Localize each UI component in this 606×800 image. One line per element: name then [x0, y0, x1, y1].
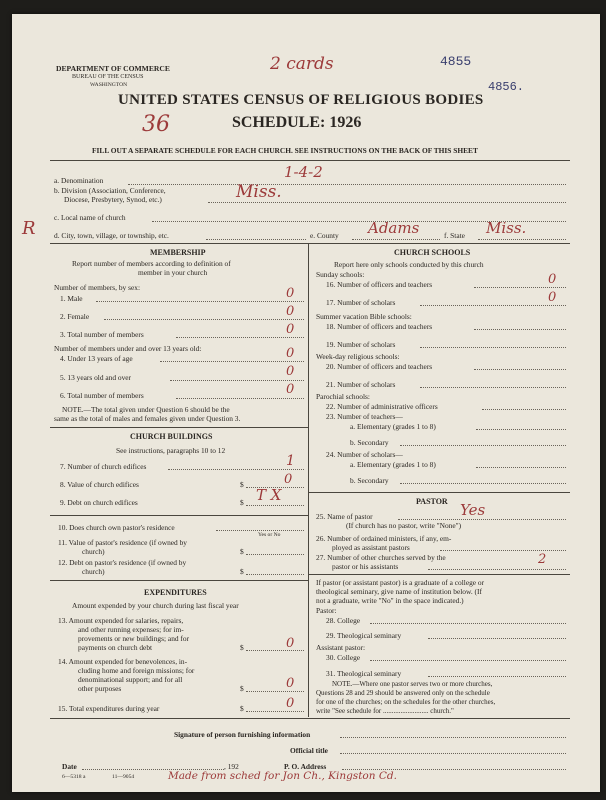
expenditures-divider — [50, 580, 308, 581]
q28-label: 28. College — [326, 616, 361, 625]
summer-schools-label: Summer vacation Bible schools: — [316, 312, 412, 321]
q6-value: 0 — [286, 382, 295, 397]
q30-line — [370, 660, 566, 661]
print-code: 11—9054 — [112, 774, 135, 780]
cards-note: 2 cards — [270, 54, 334, 74]
city-label: WASHINGTON — [90, 82, 128, 88]
footer-divider — [50, 718, 570, 719]
membership-note-1: NOTE.—The total given under Question 6 should be the — [62, 405, 230, 414]
q15-value: 0 — [286, 696, 295, 711]
q25-label: 25. Name of pastor — [316, 512, 373, 521]
signature-label: Signature of person furnishing information — [174, 730, 311, 739]
membership-subtitle-1: Report number of members according to definition of — [72, 259, 231, 268]
q5-label: 5. 13 years old and over — [60, 373, 132, 382]
q11-dollar: $ — [240, 547, 244, 556]
q24a-line — [476, 467, 566, 468]
county-value: Adams — [368, 219, 420, 237]
denomination-label: a. Denomination — [54, 176, 104, 185]
q4-line — [160, 361, 304, 362]
date-label: Date — [62, 762, 77, 771]
pastor-note-4: write "See schedule for .......................... church." — [316, 707, 454, 715]
q13-line — [246, 650, 304, 651]
q14-dollar: $ — [240, 684, 244, 693]
q27-label-1: 27. Number of other churches served by the — [316, 553, 446, 562]
q12-line — [246, 574, 304, 575]
q1-value: 0 — [286, 286, 295, 301]
q23a-label: a. Elementary (grades 1 to 8) — [350, 422, 436, 431]
q17-value: 0 — [548, 290, 557, 305]
buildings-divider — [50, 515, 308, 516]
graduate-divider — [308, 574, 570, 575]
q6-line — [176, 398, 304, 399]
q24-label: 24. Number of scholars— — [326, 450, 403, 459]
q3-value: 0 — [286, 322, 295, 337]
q23-label: 23. Number of teachers— — [326, 412, 403, 421]
q18-line — [474, 329, 566, 330]
q25-line — [398, 519, 566, 520]
q14-line — [246, 691, 304, 692]
q10-line — [216, 530, 304, 531]
q13-label-4: payments on church debt — [78, 643, 153, 652]
q23b-label: b. Secondary — [350, 438, 389, 447]
expenditures-subtitle: Amount expended by your church during last fiscal year — [72, 601, 239, 610]
q31-label: 31. Theological seminary — [326, 669, 402, 678]
q8-value: 0 — [284, 472, 293, 487]
q24b-line — [400, 483, 566, 484]
q27-label-2: pastor or his assistants — [332, 562, 399, 571]
q16-line — [474, 287, 566, 288]
q15-label: 15. Total expenditures during year — [58, 704, 160, 713]
q15-line — [246, 711, 304, 712]
q6-label: 6. Total number of members — [60, 391, 144, 400]
membership-note-2: same as the total of males and females given under Question 3. — [54, 414, 241, 423]
pastor-note-1: NOTE.—Where one pastor serves two or more churches, — [332, 680, 493, 688]
q7-line — [168, 469, 304, 470]
yes-no-hint: Yes or No — [258, 532, 281, 538]
q22-line — [482, 409, 566, 410]
q29-label: 29. Theological seminary — [326, 631, 402, 640]
division-label-1: b. Division (Association, Conference, — [54, 186, 166, 195]
section-divider-top — [50, 243, 570, 244]
form-number: 6—5318 a — [62, 774, 86, 780]
q21-label: 21. Number of scholars — [326, 380, 396, 389]
q24b-label: b. Secondary — [350, 476, 389, 485]
q17-label: 17. Number of scholars — [326, 298, 396, 307]
pastor-note-3: for one of the churches; on the schedules for the other churches, — [316, 698, 496, 706]
bureau-label: BUREAU OF THE CENSUS — [72, 74, 144, 80]
city-line — [206, 239, 306, 240]
q20-line — [474, 369, 566, 370]
official-title-line — [340, 753, 566, 754]
q22-label: 22. Number of administrative officers — [326, 402, 438, 411]
q19-label: 19. Number of scholars — [326, 340, 396, 349]
local-name-label: c. Local name of church — [54, 213, 126, 222]
county-line — [352, 239, 440, 240]
denomination-line — [128, 184, 566, 185]
stamp-number-1: 4855 — [440, 54, 472, 69]
membership-divider — [50, 427, 308, 428]
q29-line — [428, 638, 566, 639]
q2-line — [104, 319, 304, 320]
division-value: Miss. — [236, 182, 282, 202]
column-divider — [308, 243, 309, 717]
q19-line — [420, 347, 566, 348]
q18-label: 18. Number of officers and teachers — [326, 322, 433, 331]
q13-label-2: and other running expenses; for im- — [78, 625, 184, 634]
schools-heading: CHURCH SCHOOLS — [394, 248, 471, 257]
q30-label: 30. College — [326, 653, 361, 662]
q26-label-1: 26. Number of ordained ministers, if any, em- — [316, 534, 452, 543]
q27-line — [428, 569, 566, 570]
schools-subtitle: Report here only schools conducted by this church — [334, 260, 484, 269]
form-instruction: FILL OUT A SEPARATE SCHEDULE FOR EACH CHURCH. SEE INSTRUCTIONS ON THE BACK OF THIS SHEET — [92, 146, 478, 155]
q5-line — [170, 380, 304, 381]
division-line — [208, 202, 566, 203]
q14-label-1: 14. Amount expended for benevolences, in- — [58, 657, 188, 666]
q13-label-1: 13. Amount expended for salaries, repairs, — [58, 616, 184, 625]
q28-line — [370, 623, 566, 624]
denomination-value: 1-4-2 — [284, 163, 323, 181]
graduate-note-1: If pastor (or assistant pastor) is a graduate of a college or — [316, 578, 485, 587]
signature-line — [340, 737, 566, 738]
address-label: P. O. Address — [284, 762, 327, 771]
bottom-handwritten-note: Made from sched for Jon Ch., Kingston Cd. — [168, 770, 397, 782]
department-label: DEPARTMENT OF COMMERCE — [56, 64, 170, 73]
q31-line — [428, 676, 566, 677]
q5-value: 0 — [286, 364, 295, 379]
q14-label-2: cluding home and foreign missions; for — [78, 666, 195, 675]
q2-value: 0 — [286, 304, 295, 319]
assistant-sublabel: Assistant pastor: — [316, 643, 366, 652]
schedule-number: 36 — [142, 112, 170, 137]
q14-label-3: denominational support; and for all — [78, 675, 183, 684]
q16-value: 0 — [548, 272, 557, 287]
q12-label-2: church) — [82, 567, 105, 576]
sunday-schools-label: Sunday schools: — [316, 270, 365, 279]
members-by-age: Number of members under and over 13 years old: — [54, 344, 202, 353]
state-label: f. State — [444, 231, 465, 240]
q17-line — [420, 305, 566, 306]
stamp-number-2: 4856. — [488, 80, 525, 94]
membership-heading: MEMBERSHIP — [150, 248, 206, 257]
q9-value: T X — [256, 486, 282, 504]
q12-dollar: $ — [240, 567, 244, 576]
graduate-note-2: theological seminary, give name of institution below. (If — [316, 587, 482, 596]
q25-hint: (If church has no pastor, write "None") — [346, 521, 462, 530]
header-divider — [50, 160, 570, 161]
q20-label: 20. Number of officers and teachers — [326, 362, 433, 371]
q3-line — [176, 337, 304, 338]
q23b-line — [400, 445, 566, 446]
q9-label: 9. Debt on church edifices — [60, 498, 138, 507]
schedule-title: SCHEDULE: 1926 — [232, 114, 362, 131]
members-by-sex: Number of members, by sex: — [54, 283, 140, 292]
q7-label: 7. Number of church edifices — [60, 462, 147, 471]
q11-label-1: 11. Value of pastor's residence (if owned by — [58, 538, 187, 547]
q26-line — [440, 550, 566, 551]
q15-dollar: $ — [240, 704, 244, 713]
q24a-label: a. Elementary (grades 1 to 8) — [350, 460, 436, 469]
date-year: , 192 — [224, 762, 239, 771]
q9-dollar: $ — [240, 498, 244, 507]
pastor-note-2: Questions 28 and 29 should be answered only on the schedule — [316, 689, 490, 697]
q13-dollar: $ — [240, 643, 244, 652]
q13-value: 0 — [286, 636, 295, 651]
q27-value: 2 — [538, 552, 547, 567]
q11-label-2: church) — [82, 547, 105, 556]
q23a-line — [476, 429, 566, 430]
q16-label: 16. Number of officers and teachers — [326, 280, 433, 289]
q8-dollar: $ — [240, 480, 244, 489]
weekday-schools-label: Week-day religious schools: — [316, 352, 400, 361]
official-title-label: Official title — [290, 746, 328, 755]
form-title: UNITED STATES CENSUS OF RELIGIOUS BODIES — [118, 92, 484, 108]
pastor-sublabel: Pastor: — [316, 606, 337, 615]
q10-label: 10. Does church own pastor's residence — [58, 523, 175, 532]
buildings-subtitle: See instructions, paragraphs 10 to 12 — [116, 446, 226, 455]
q12-label-1: 12. Debt on pastor's residence (if owned by — [58, 558, 187, 567]
q4-value: 0 — [286, 346, 295, 361]
city-field-label: d. City, town, village, or township, etc. — [54, 231, 169, 240]
membership-subtitle-2: member in your church — [138, 268, 208, 277]
state-value: Miss. — [486, 219, 527, 237]
q2-label: 2. Female — [60, 312, 90, 321]
q8-label: 8. Value of church edifices — [60, 480, 139, 489]
q9-line — [246, 505, 304, 506]
q14-label-4: other purposes — [78, 684, 122, 693]
buildings-heading: CHURCH BUILDINGS — [130, 432, 213, 441]
pastor-heading: PASTOR — [416, 497, 448, 506]
q21-line — [420, 387, 566, 388]
q26-label-2: ployed as assistant pastors — [332, 543, 410, 552]
q1-line — [96, 301, 304, 302]
graduate-note-3: not a graduate, write "No" in the space indicated.) — [316, 596, 464, 605]
q14-value: 0 — [286, 676, 295, 691]
q4-label: 4. Under 13 years of age — [60, 354, 133, 363]
q7-value: 1 — [286, 453, 295, 469]
county-label: e. County — [310, 231, 339, 240]
state-line — [478, 239, 566, 240]
division-label-2: Diocese, Presbytery, Synod, etc.) — [64, 195, 162, 204]
pastor-divider — [308, 492, 570, 493]
parochial-schools-label: Parochial schools: — [316, 392, 370, 401]
q11-line — [246, 554, 304, 555]
expenditures-heading: EXPENDITURES — [144, 588, 207, 597]
q25-value: Yes — [460, 501, 486, 519]
q3-label: 3. Total number of members — [60, 330, 144, 339]
q13-label-3: provements or new buildings; and for — [78, 634, 190, 643]
q1-label: 1. Male — [60, 294, 83, 303]
margin-mark: R — [22, 218, 36, 239]
